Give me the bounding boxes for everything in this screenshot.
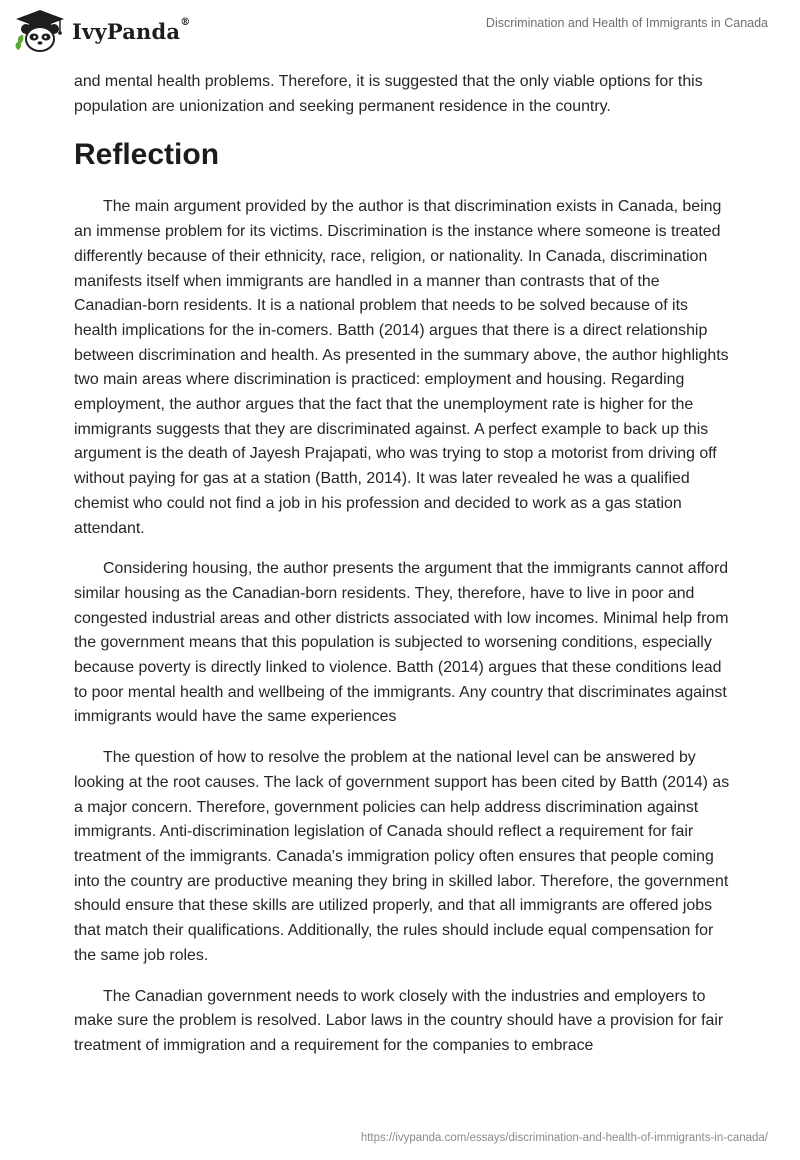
section-heading: Reflection bbox=[74, 138, 220, 172]
paragraph-2: Considering housing, the author presents the argument that the immigrants cannot afford similar housing as the Canadian-born residents. They, therefore, have to live in poor and congested industrial areas and other districts associated with low incomes. Minimal help from the government means that this population is subjected to worsening conditions, especially because poverty is directly linked to violence. Batth (2014) argues that these conditions lead to poor mental health and wellbeing of the immigrants. Any country that discriminates against immigrants would have the same experiences bbox=[74, 560, 729, 726]
ivypanda-logo[interactable] bbox=[14, 8, 190, 54]
intro-paragraph: and mental health problems. Therefore, it is suggested that the only viable options for this population are unionization and seeking permanent residence in the country. bbox=[74, 73, 703, 115]
paragraph-1: The main argument provided by the author is that discrimination exists in Canada, being an immense problem for its victims. Discrimination is the instance where someone is treated differently because of their ethnicity, race, religion, or nationality. In Canada, discrimination manifests itself when immigrants are handled in a manner than contrasts that of the Canadian-born residents. It is a national problem that needs to be solved because of its health implications for the in-comers. Batth (2014) argues that there is a direct relationship between discrimination and health. As presented in the summary above, the author highlights two main areas where discrimination is practiced: employment and housing. Regarding employment, the author argues that the fact that the unemployment rate is higher for the immigrants suggests that they are discriminated against. A perfect example to back up this argument is the death of Jayesh Prajapati, who was trying to stop a motorist from driving off without paying for gas at a station (Batth, 2014). It was later revealed he was a qualified chemist who could not find a job in his profession and decided to work as a gas station attendant. bbox=[74, 198, 729, 537]
paragraph-3: The question of how to resolve the problem at the national level can be answered by looking at the root causes. The lack of government support has been cited by Batth (2014) as a major concern. Therefore, government policies can help address discrimination against immigrants. Anti-discrimination legislation of Canada should reflect a requirement for fair treatment of the immigrants. Canada's immigration policy often ensures that people coming into the country are productive meaning they bring in skilled labor. Therefore, the government should ensure that these skills are utilized properly, and that all immigrants are offered jobs that match their qualifications. Additionally, the rules should include equal compensation for the same job roles. bbox=[74, 749, 730, 964]
source-url-link[interactable]: https://ivypanda.com/essays/discrimination-and-health-of-immigrants-in-canada/ bbox=[360, 1132, 768, 1144]
page-header bbox=[0, 0, 800, 64]
panda-graduate-icon bbox=[14, 8, 66, 54]
document-title: Discrimination and Health of Immigrants in Canada bbox=[485, 16, 768, 30]
paragraph-4: The Canadian government needs to work closely with the industries and employers to make sure the problem is resolved. Labor laws in the country should have a provision for fair treatment of immigration and a requirement for the companies to embrace bbox=[74, 987, 724, 1054]
brand-name: IvyPanda® bbox=[72, 16, 191, 44]
essay-content bbox=[74, 70, 734, 1075]
